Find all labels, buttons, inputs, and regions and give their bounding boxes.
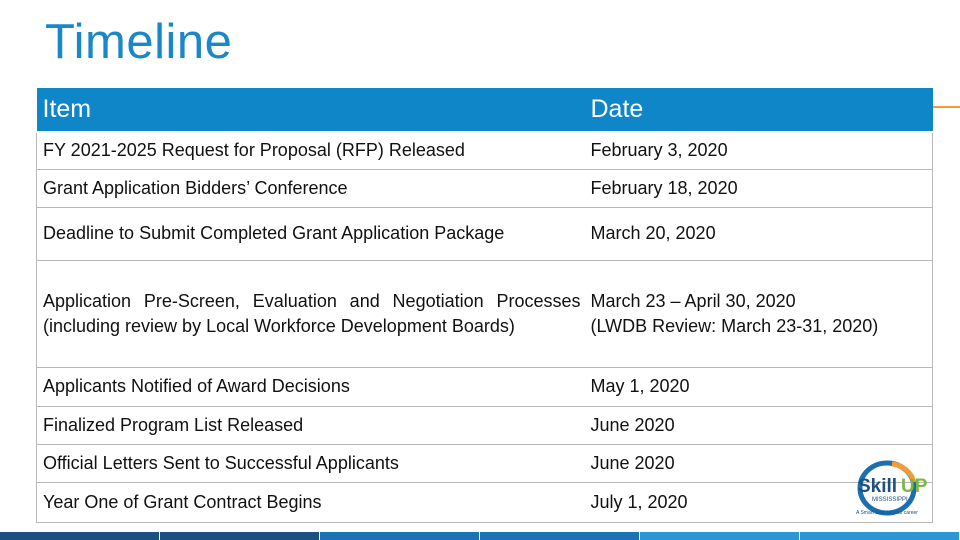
timeline-table bbox=[36, 88, 933, 523]
bar-segment bbox=[640, 532, 799, 540]
row-date: June 2020 bbox=[587, 406, 933, 444]
table-row bbox=[37, 444, 933, 482]
logo-up-text: UP bbox=[901, 476, 928, 497]
row-item: Applicants Notified of Award Decisions bbox=[37, 367, 587, 406]
header-item: Item bbox=[37, 88, 587, 132]
bar-segment bbox=[480, 532, 639, 540]
row-date: March 23 – April 30, 2020 bbox=[590, 290, 796, 311]
table-row bbox=[37, 169, 933, 207]
page-title: Timeline bbox=[45, 15, 233, 69]
row-date: February 3, 2020 bbox=[587, 132, 933, 169]
row-date-cell bbox=[587, 260, 933, 367]
row-date: March 20, 2020 bbox=[587, 207, 933, 260]
row-item: Grant Application Bidders’ Conference bbox=[37, 169, 587, 207]
skillup-logo bbox=[852, 458, 942, 518]
row-date: June 2020 bbox=[587, 444, 933, 482]
row-date: July 1, 2020 bbox=[587, 482, 933, 522]
logo-skill-text: Skill bbox=[858, 476, 898, 497]
header-date: Date bbox=[587, 88, 933, 132]
table-row bbox=[37, 367, 933, 406]
accent-line bbox=[930, 106, 960, 108]
row-date: May 1, 2020 bbox=[587, 367, 933, 406]
bar-segment bbox=[0, 532, 159, 540]
bar-segment bbox=[320, 532, 479, 540]
table-row bbox=[37, 132, 933, 169]
row-date-note: (LWDB Review: March 23-31, 2020) bbox=[590, 315, 879, 336]
bar-segment bbox=[160, 532, 319, 540]
row-item: Application Pre-Screen, Evaluation and Negotiation Processes (including review by Local Workforce Development Boards) bbox=[37, 260, 587, 367]
table-header-row bbox=[37, 88, 933, 132]
logo-tagline: A Smart Start to your career bbox=[856, 510, 918, 516]
logo-subtext: MISSISSIPPI bbox=[872, 497, 908, 503]
row-item: FY 2021-2025 Request for Proposal (RFP) Released bbox=[37, 132, 587, 169]
table-row bbox=[37, 482, 933, 522]
table-row bbox=[37, 260, 933, 367]
table-row bbox=[37, 207, 933, 260]
row-item: Finalized Program List Released bbox=[37, 406, 587, 444]
row-item: Official Letters Sent to Successful Applicants bbox=[37, 444, 587, 482]
row-item: Year One of Grant Contract Begins bbox=[37, 482, 587, 522]
bottom-color-bar bbox=[0, 532, 960, 540]
bar-segment bbox=[800, 532, 959, 540]
table-row bbox=[37, 406, 933, 444]
row-date: February 18, 2020 bbox=[587, 169, 933, 207]
row-item: Deadline to Submit Completed Grant Application Package bbox=[37, 207, 587, 260]
